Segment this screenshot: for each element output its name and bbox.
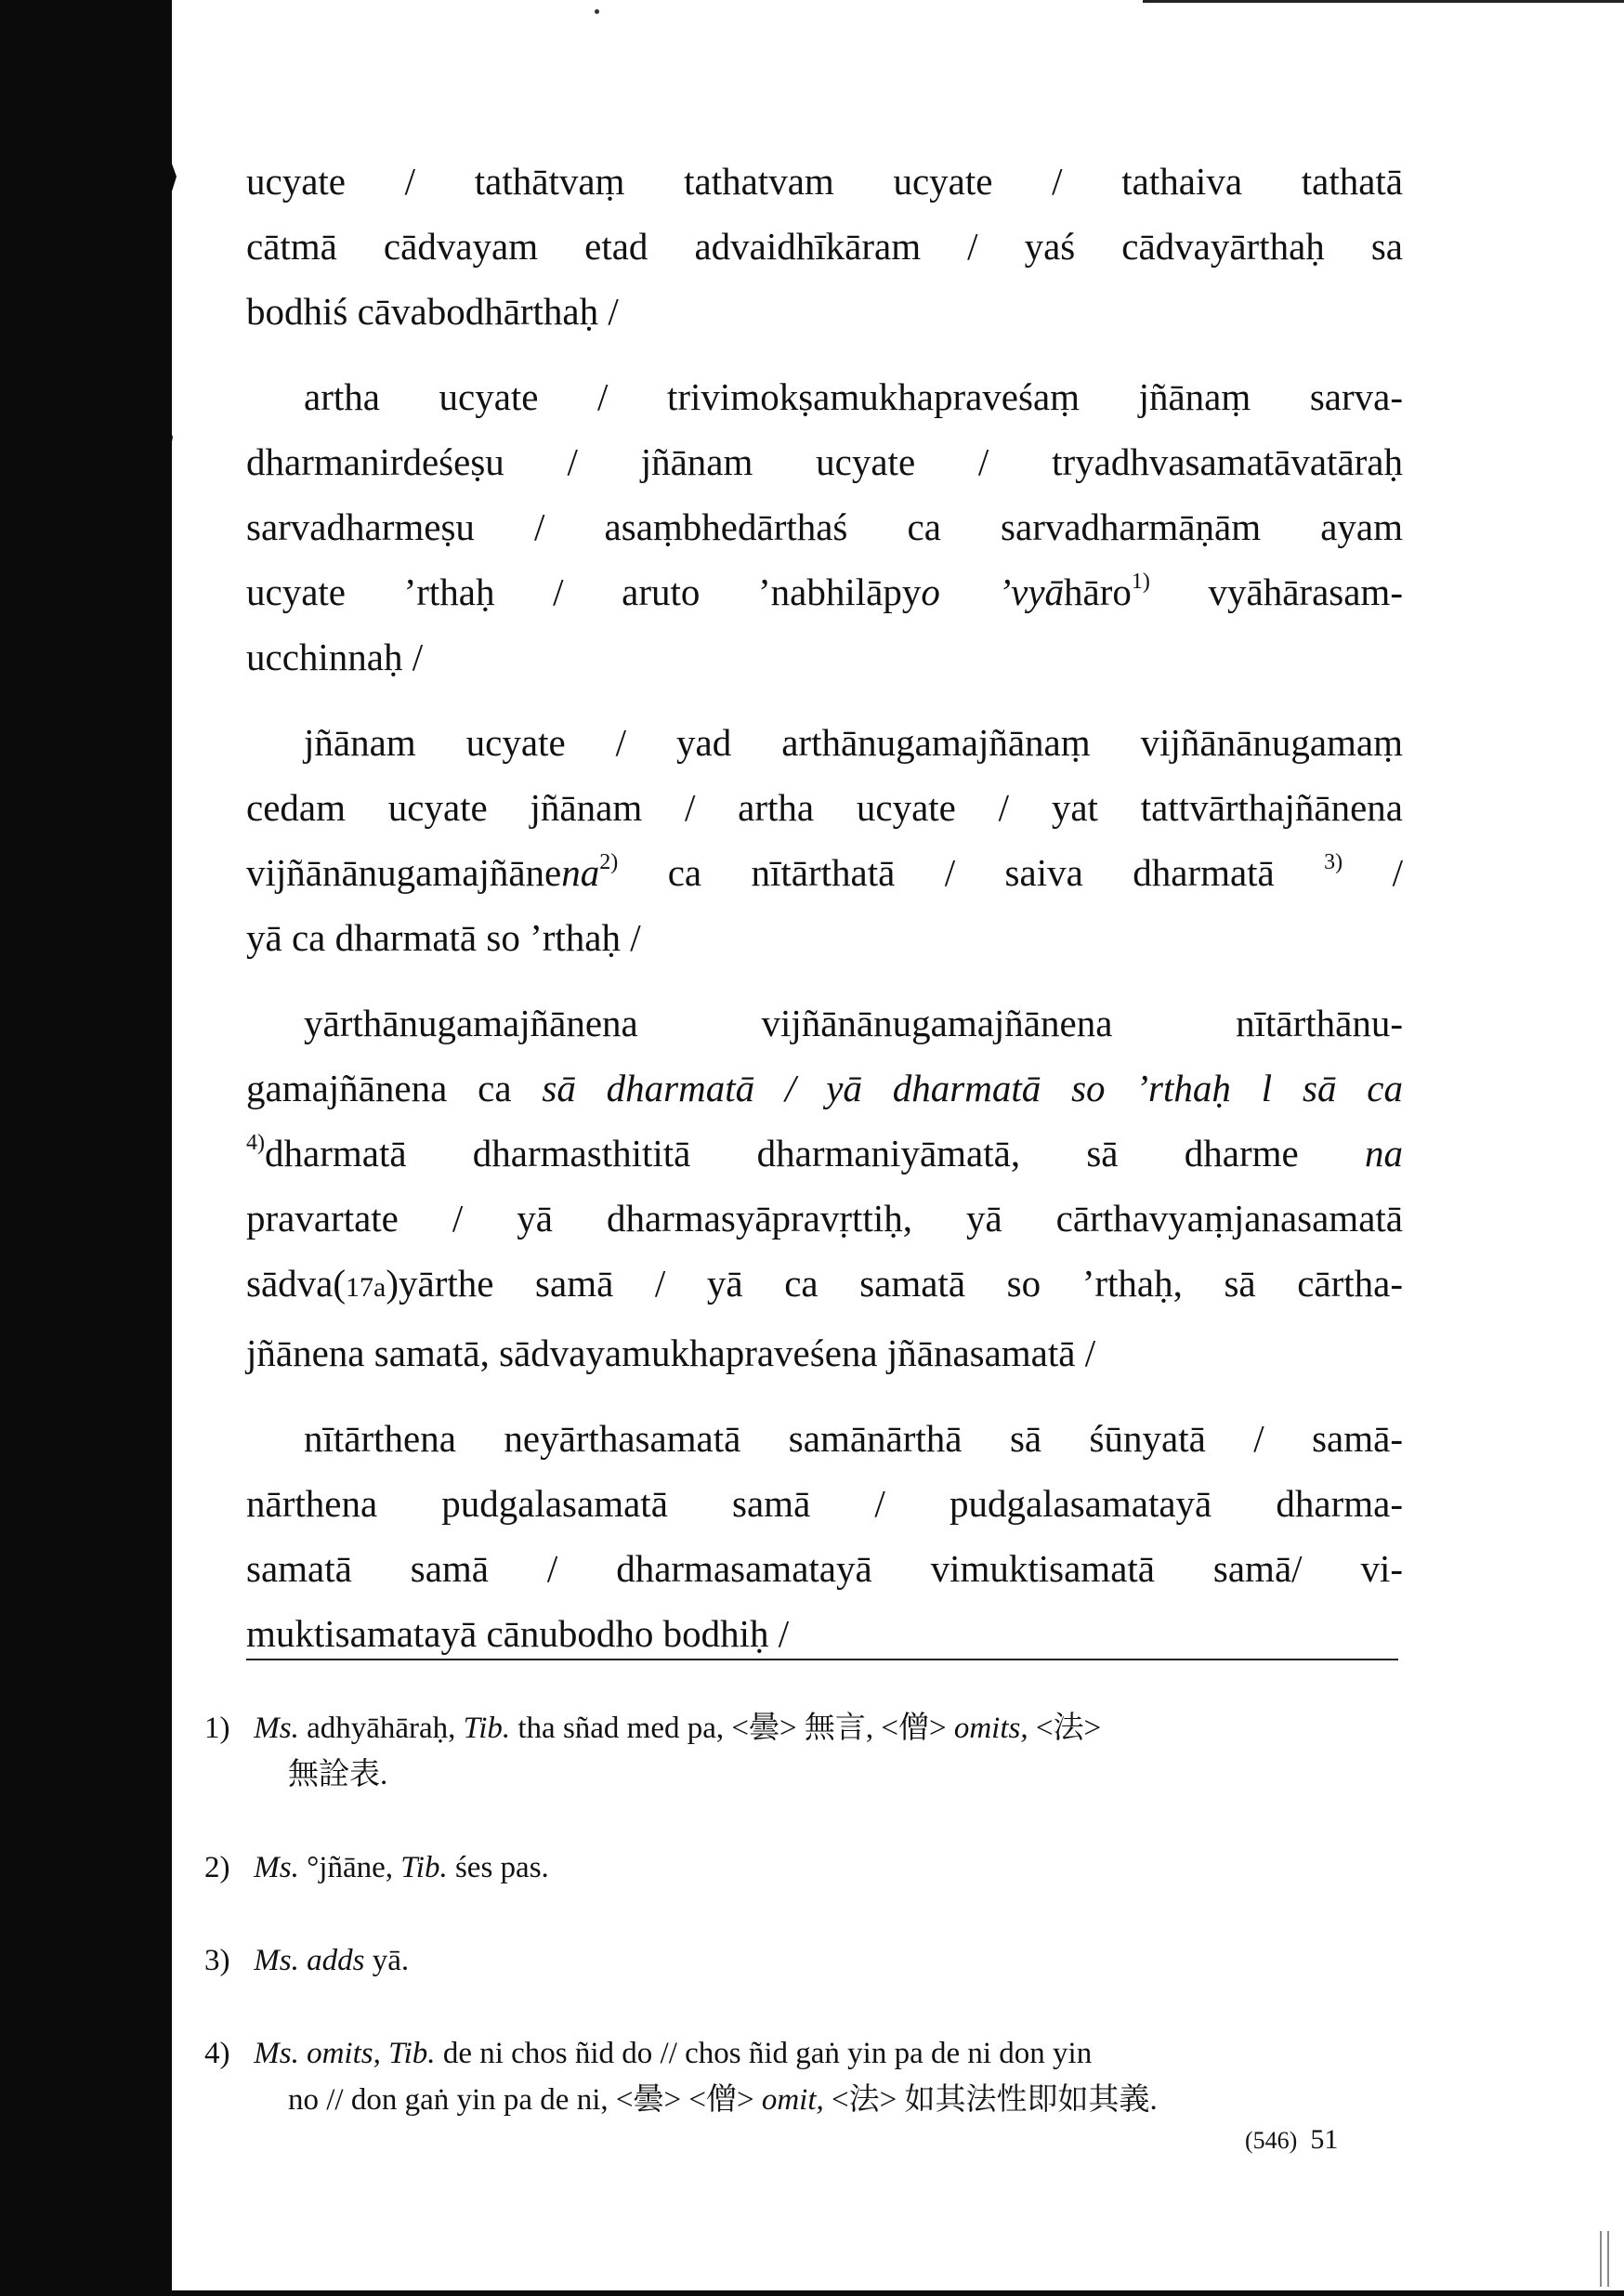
omit-label: omit, xyxy=(761,2083,824,2117)
italic-run: na xyxy=(1365,1132,1403,1174)
footnote-ref-2[interactable]: 2) xyxy=(599,850,619,874)
text-line xyxy=(246,840,1403,905)
text-run: ucyate ’rthaḥ / aruto ’nabhilāpy xyxy=(246,571,922,613)
page-number xyxy=(1245,2121,1338,2159)
tib-label: Tib. xyxy=(388,2037,436,2070)
text-line: nārthena pudgalasamatā samā / pudgalasamatayā dharma- xyxy=(246,1482,1403,1525)
scan-ragged-edge xyxy=(139,0,195,2296)
footnote-4: 4) Ms. omits, Tib. de ni chos ñid do // chos ñid gaṅ yin pa de ni don yin no // don gaṅ yin pa de ni, <曇> <僧> omit, <法> 如其法性即如其義. xyxy=(246,2030,1398,2123)
text-line: ucchinnaḥ / xyxy=(246,636,424,678)
tib-label: Tib. xyxy=(400,1851,448,1884)
text-run: )yārthe samā / yā ca samatā so ’rthaḥ, sā cārtha- xyxy=(386,1262,1403,1305)
text-run: / xyxy=(1342,851,1403,894)
footnote-3: 3) Ms. adds yā. xyxy=(204,1944,410,1977)
footnote-text: śes pas. xyxy=(447,1851,549,1884)
text-line: jñānam ucyate / yad arthānugamajñānaṃ vijñānānugamaṃ xyxy=(304,721,1403,764)
main-text xyxy=(246,149,1403,1686)
text-run: gamajñānena ca xyxy=(246,1067,543,1109)
text-line: dharmanirdeśeṣu / jñānam ucyate / tryadhvasamatāvatāraḥ xyxy=(246,440,1403,483)
text-line xyxy=(246,1251,1403,1320)
footnote-text: adhyāhāraḥ, xyxy=(298,1712,464,1745)
page-number-bracketed: (546) xyxy=(1245,2127,1298,2154)
text-line: ucyate / tathātvaṃ tathatvam ucyate / tathaiva tathatā xyxy=(246,160,1403,203)
text-line: artha ucyate / trivimokṣamukhapraveśaṃ jñānaṃ sarva- xyxy=(304,375,1403,418)
footnote-1: 1) Ms. adhyāhāraḥ, Tib. tha sñad med pa, <曇> 無言, <僧> omits, <法> 無詮表. xyxy=(246,1705,1398,1798)
footnote-ref-3[interactable]: 3) xyxy=(1324,850,1343,874)
tib-label: Tib. xyxy=(463,1712,511,1745)
omits-label: omits, xyxy=(953,1712,1028,1745)
ms-label: Ms. xyxy=(254,1944,299,1977)
text-line: samatā samā / dharmasamatayā vimuktisamatā samā/ vi- xyxy=(246,1547,1403,1590)
footnote-text: °jñāne, xyxy=(298,1851,401,1884)
text-run: vijñānānugamajñāne xyxy=(246,851,562,894)
text-line: pravartate / yā dharmasyāpravṛttiḥ, yā cārthavyaṃjanasamatā xyxy=(246,1197,1403,1240)
footnote-continuation: 無詮表. xyxy=(288,1758,388,1791)
paragraph-5 xyxy=(246,1406,1403,1666)
paragraph-4 xyxy=(246,991,1403,1385)
scan-dust-mark xyxy=(595,9,599,14)
italic-run: na xyxy=(561,851,600,894)
scan-top-line xyxy=(1143,0,1624,3)
text-line: jñānena samatā, sādvayamukhapraveśena jñānasamatā / xyxy=(246,1332,1096,1374)
folio-marker: 17a xyxy=(346,1272,386,1303)
text-line xyxy=(246,1056,1403,1121)
text-line: nītārthena neyārthasamatā samānārthā sā śūnyatā / samā- xyxy=(304,1417,1403,1460)
ms-label: Ms. xyxy=(254,2037,299,2070)
footnote-text: yā. xyxy=(364,1944,410,1977)
footnote-text: <法> xyxy=(1028,1712,1102,1745)
text-run: hāro xyxy=(1064,571,1132,613)
ms-label: Ms. xyxy=(254,1712,299,1745)
scan-bottom-edge xyxy=(0,2290,1624,2296)
text-run: sādva( xyxy=(246,1262,347,1305)
footnote-separator-rule xyxy=(246,1659,1398,1660)
text-line: bodhiś cāvabodhārthaḥ / xyxy=(246,290,619,333)
paragraph-2 xyxy=(246,364,1403,689)
text-run: ca nītārthatā / saiva dharmatā xyxy=(618,851,1325,894)
italic-run: sā dharmatā / yā dharmatā so ’rthaḥ l sā ca xyxy=(542,1067,1403,1109)
footnote-ref-4[interactable]: 4) xyxy=(246,1131,265,1155)
adds-label: adds xyxy=(307,1944,365,1977)
text-line: yārthānugamajñānena vijñānānugamajñānena nītārthānu- xyxy=(304,1002,1403,1044)
scan-right-marks xyxy=(1600,2231,1613,2287)
text-line xyxy=(246,559,1403,624)
page-number-value: 51 xyxy=(1310,2124,1339,2155)
footnote-text: <法> 如其法性即如其義. xyxy=(823,2083,1158,2117)
text-line: cātmā cādvayam etad advaidhīkāram / yaś cādvayārthaḥ sa xyxy=(246,225,1403,268)
footnotes xyxy=(204,1705,1398,2170)
text-line: sarvadharmeṣu / asaṃbhedārthaś ca sarvadharmāṇām ayam xyxy=(246,505,1403,548)
footnote-ref-1[interactable]: 1) xyxy=(1131,570,1150,594)
text-run: dharmatā dharmasthititā dharmaniyāmatā, sā dharme xyxy=(265,1132,1365,1174)
footnote-text: tha sñad med pa, <曇> 無言, <僧> xyxy=(510,1712,954,1745)
text-run: vyāhārasam- xyxy=(1149,571,1403,613)
italic-run: o ’vyā xyxy=(921,571,1065,613)
text-line: cedam ucyate jñānam / artha ucyate / yat tattvārthajñānena xyxy=(246,786,1403,829)
paragraph-3 xyxy=(246,710,1403,970)
footnote-text: de ni chos ñid do // chos ñid gaṅ yin pa de ni don yin xyxy=(435,2037,1093,2070)
text-line: muktisamatayā cānubodho bodhiḥ / xyxy=(246,1612,790,1655)
ms-label: Ms. xyxy=(254,1851,299,1884)
paragraph-1 xyxy=(246,149,1403,344)
footnote-2: 2) Ms. °jñāne, Tib. śes pas. xyxy=(204,1851,549,1884)
omits-label: omits, xyxy=(307,2037,381,2070)
text-line xyxy=(246,1121,1403,1186)
footnote-continuation xyxy=(288,2077,1398,2123)
footnote-text: no // don gaṅ yin pa de ni, <曇> <僧> xyxy=(288,2083,762,2117)
text-line: yā ca dharmatā so ’rthaḥ / xyxy=(246,916,641,959)
